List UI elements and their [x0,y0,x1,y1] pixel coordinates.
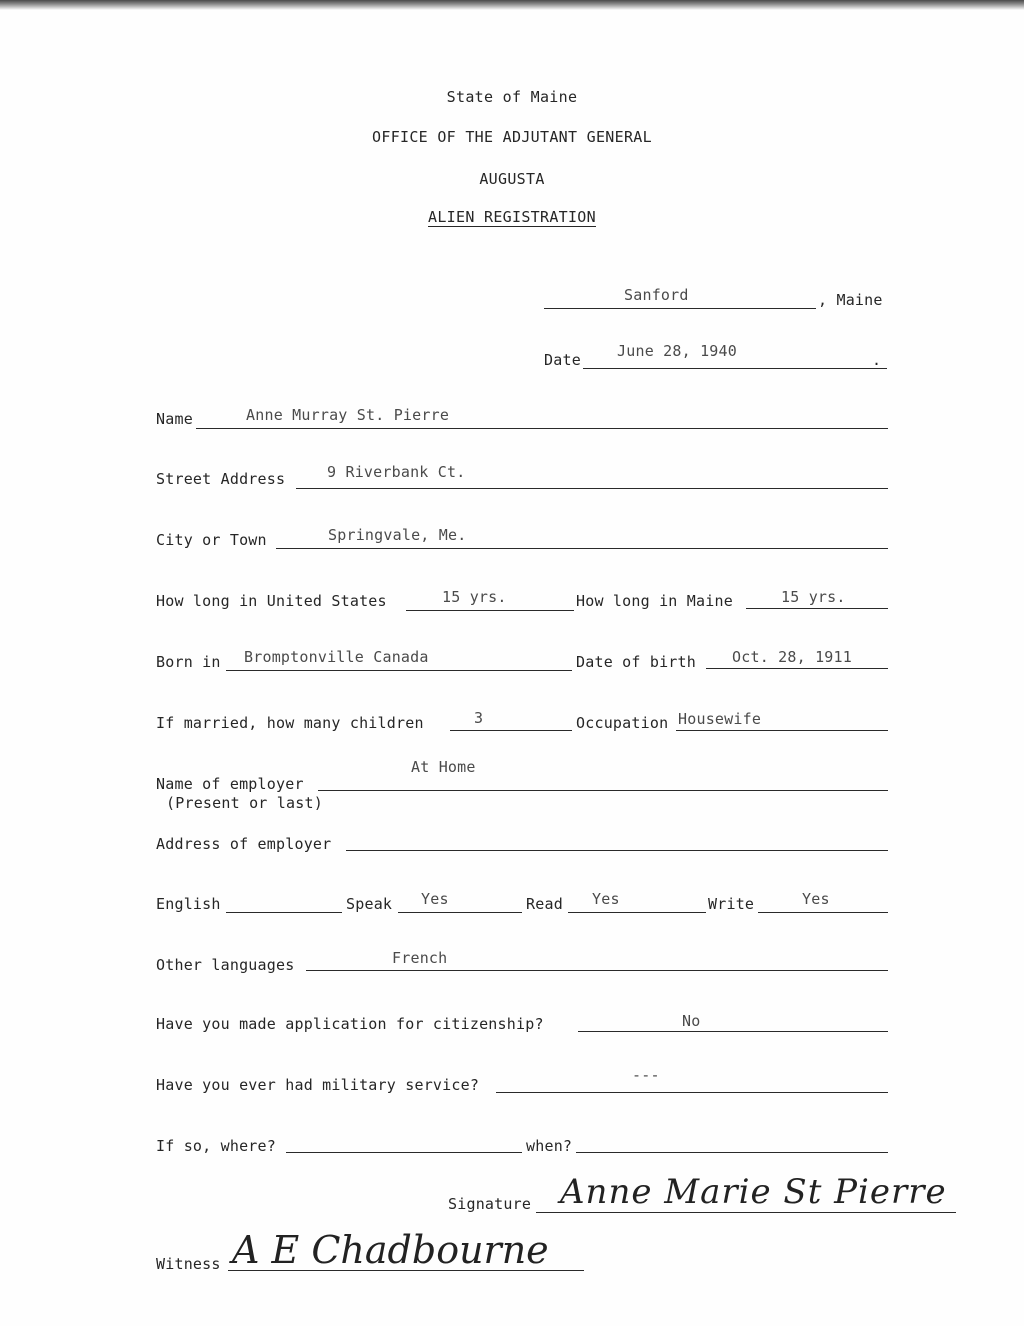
read-label: Read [526,895,563,913]
read-value: Yes [592,890,620,908]
dob-label: Date of birth [576,653,696,671]
date-value: June 28, 1940 [617,342,737,360]
children-label: If married, how many children [156,714,424,732]
occupation-line [676,730,888,731]
write-value: Yes [802,890,830,908]
children-value: 3 [474,709,484,727]
born-in-line [226,670,572,671]
when-label: when? [526,1137,573,1155]
speak-label: Speak [346,895,393,913]
signature-label: Signature [448,1195,532,1213]
speak-value: Yes [421,890,449,908]
other-languages-label: Other languages [156,956,295,974]
how-long-maine-value: 15 yrs. [781,588,846,606]
citizenship-value: No [682,1012,701,1030]
how-long-us-line [406,610,574,611]
city-heading: AUGUSTA [479,170,545,188]
how-long-maine-label: How long in Maine [576,592,733,610]
occupation-value: Housewife [678,710,762,728]
when-line [576,1152,888,1153]
children-line [450,730,572,731]
how-long-maine-line [746,608,888,609]
read-line [568,912,706,913]
signature-line [536,1212,956,1213]
employer-address-label: Address of employer [156,835,332,853]
name-line [196,428,888,429]
write-label: Write [708,895,755,913]
other-languages-value: French [392,949,448,967]
other-languages-line [306,970,888,971]
location-value: Sanford [624,286,689,304]
city-line [276,548,888,549]
citizenship-line [578,1031,888,1032]
form-title-text: ALIEN REGISTRATION [428,208,596,226]
street-label: Street Address [156,470,286,488]
military-label: Have you ever had military service? [156,1076,480,1094]
where-label: If so, where? [156,1137,276,1155]
street-line [296,488,888,489]
employer-line [318,790,888,791]
name-value: Anne Murray St. Pierre [246,406,450,424]
date-label: Date [544,351,581,369]
employer-sublabel: (Present or last) [166,794,323,812]
city-label: City or Town [156,531,267,549]
write-line [758,912,888,913]
english-label: English [156,895,221,913]
name-label: Name [156,410,193,428]
citizenship-label: Have you made application for citizenship? [156,1015,544,1033]
date-line [583,368,887,369]
where-line [286,1152,522,1153]
employer-label: Name of employer [156,775,304,793]
scan-top-edge [0,0,1024,10]
born-in-label: Born in [156,653,221,671]
military-value: --- [632,1066,660,1084]
office-heading: OFFICE OF THE ADJUTANT GENERAL [372,128,652,146]
employer-value: At Home [411,758,476,776]
how-long-us-value: 15 yrs. [442,588,507,606]
speak-line [398,912,522,913]
how-long-us-label: How long in United States [156,592,387,610]
signature-value: Anne Marie St Pierre [560,1172,947,1212]
street-value: 9 Riverbank Ct. [327,463,466,481]
witness-value: A E Chadbourne [232,1228,549,1272]
form-title [0,208,1024,226]
military-line [496,1092,888,1093]
location-suffix: , Maine [818,291,883,309]
witness-label: Witness [156,1255,221,1273]
employer-address-line [346,850,888,851]
born-in-value: Bromptonville Canada [244,648,429,666]
dob-value: Oct. 28, 1911 [732,648,852,666]
city-value: Springvale, Me. [328,526,467,544]
occupation-label: Occupation [576,714,669,732]
dob-line [706,668,888,669]
state-heading: State of Maine [446,88,578,106]
location-line [544,308,816,309]
date-end: . [872,351,882,369]
english-line [226,912,342,913]
witness-line [228,1270,584,1271]
